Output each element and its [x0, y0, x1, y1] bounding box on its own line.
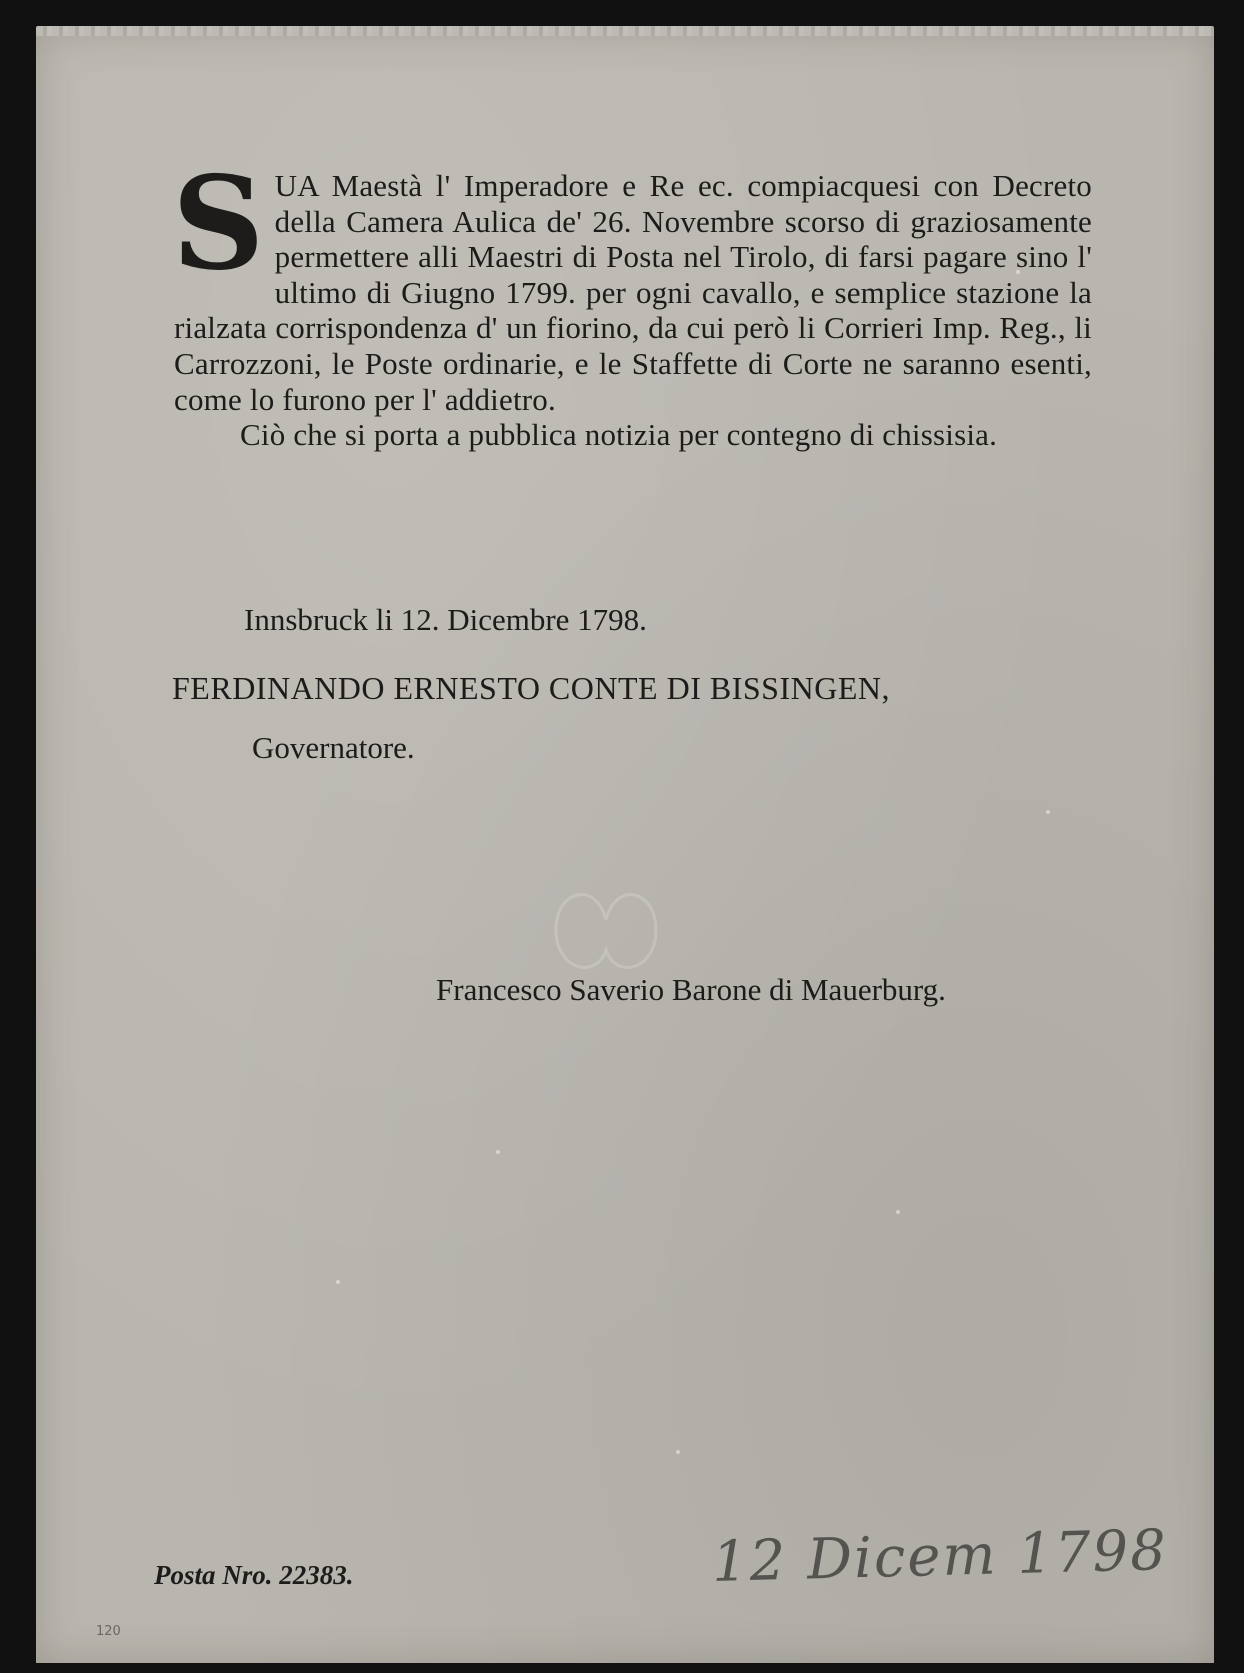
document-page	[36, 30, 1214, 1663]
dateline: Innsbruck li 12. Dicembre 1798.	[244, 602, 647, 637]
paper-speck	[336, 1280, 340, 1284]
decree-paragraph-2: Ciò che si porta a pubblica notizia per contegno di chissisia.	[240, 417, 998, 453]
decree-paragraph-1	[172, 149, 1092, 417]
posta-number: Posta Nro. 22383.	[154, 1560, 354, 1590]
pencil-archive-number: 120	[96, 1624, 121, 1639]
paper-speck	[1046, 810, 1050, 814]
paper-speck	[1016, 270, 1020, 274]
governor-name: FERDINANDO ERNESTO CONTE DI BISSINGEN,	[172, 670, 890, 706]
dropcap-letter: S	[172, 149, 265, 299]
deckle-edge	[36, 26, 1214, 36]
paper-speck	[676, 1450, 680, 1454]
governor-title: Governatore.	[252, 730, 415, 765]
decree-text	[172, 149, 1092, 453]
paper-speck	[496, 1150, 500, 1154]
paragraph-1-text: UA Maestà l' Imperadore e Re ec. compiacquesi con Decreto della Camera Aulica de' 26. Novembre scorso di graziosamente permettere alli Maestri di Posta nel Tirolo, di farsi pagare sino l' ultimo di Giugno 1799. per ogni cavallo, e semplice stazione la rialzata corrispondenza d' un fiorino, da cui però li Corrieri Imp. Reg., li Carrozzoni, le Poste ordinarie, e le Staffette di Corte ne saranno esenti, come lo furono per l' addietro.	[174, 168, 1092, 417]
countersignature: Francesco Saverio Barone di Mauerburg.	[436, 972, 946, 1007]
handwritten-date-annotation: 12 Dicem 1798	[711, 1518, 1169, 1595]
paper-speck	[896, 1210, 900, 1214]
